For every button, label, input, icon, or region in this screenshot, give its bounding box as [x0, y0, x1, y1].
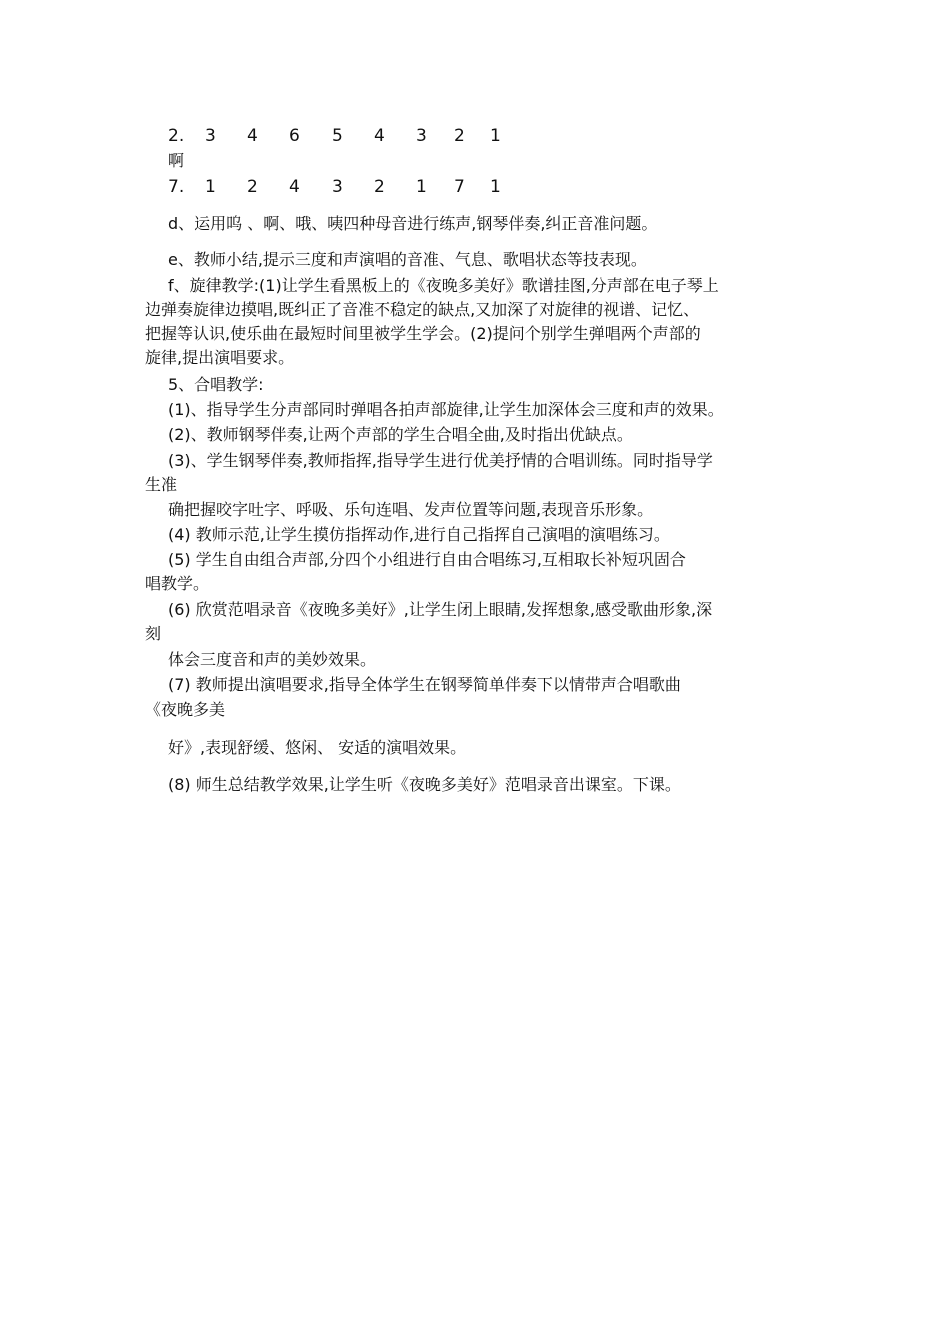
- paragraph-line: 《夜晚多美: [145, 700, 226, 719]
- paragraph-line: 边弹奏旋律边摸唱,既纠正了音准不稳定的缺点,又加深了对旋律的视谱、记忆、: [145, 300, 700, 319]
- notation-row-2: [168, 176, 568, 198]
- notation-cell: 5: [332, 126, 343, 146]
- notation-syllable: 啊: [168, 151, 185, 170]
- notation-cell: 1: [490, 177, 501, 197]
- notation-cell: 2.: [168, 126, 185, 146]
- notation-cell: 2: [247, 177, 258, 197]
- paragraph-line: 生准: [145, 475, 178, 494]
- paragraph-line: 好》,表现舒缓、悠闲、 安适的演唱效果。: [168, 738, 467, 757]
- section-heading: 5、合唱教学:: [168, 375, 264, 394]
- paragraph-line: d、运用呜 、啊、哦、咦四种母音进行练声,钢琴伴奏,纠正音准问题。: [168, 214, 658, 233]
- paragraph-line: 刻: [145, 624, 162, 643]
- paragraph-line: 体会三度音和声的美妙效果。: [168, 650, 377, 669]
- paragraph-line: (2)、教师钢琴伴奏,让两个声部的学生合唱全曲,及时指出优缺点。: [168, 425, 633, 444]
- paragraph-line: 旋律,提出演唱要求。: [145, 348, 295, 367]
- notation-cell: 4: [247, 126, 258, 146]
- notation-cell: 7: [454, 177, 465, 197]
- paragraph-line: (3)、学生钢琴伴奏,教师指挥,指导学生进行优美抒情的合唱训练。同时指导学: [168, 451, 713, 470]
- notation-row-1: [168, 125, 568, 147]
- paragraph-line: (5) 学生自由组合声部,分四个小组进行自由合唱练习,互相取长补短巩固合: [168, 550, 686, 569]
- notation-cell: 3: [416, 126, 427, 146]
- notation-cell: 3: [205, 126, 216, 146]
- notation-cell: 4: [289, 177, 300, 197]
- paragraph-line: (4) 教师示范,让学生摸仿指挥动作,进行自己指挥自己演唱的演唱练习。: [168, 525, 670, 544]
- notation-cell: 4: [374, 126, 385, 146]
- notation-cell: 1: [205, 177, 216, 197]
- paragraph-line: e、教师小结,提示三度和声演唱的音准、气息、歌唱状态等技表现。: [168, 250, 647, 269]
- notation-cell: 3: [332, 177, 343, 197]
- notation-cell: 7.: [168, 177, 185, 197]
- notation-cell: 1: [416, 177, 427, 197]
- paragraph-line: 确把握咬字吐字、呼吸、乐句连唱、发声位置等问题,表现音乐形象。: [168, 500, 654, 519]
- paragraph-line: (6) 欣赏范唱录音《夜晚多美好》,让学生闭上眼睛,发挥想象,感受歌曲形象,深: [168, 600, 713, 619]
- paragraph-line: (1)、指导学生分声部同时弹唱各拍声部旋律,让学生加深体会三度和声的效果。: [168, 400, 724, 419]
- paragraph-line: (8) 师生总结教学效果,让学生听《夜晚多美好》范唱录音出课室。下课。: [168, 775, 681, 794]
- paragraph-line: (7) 教师提出演唱要求,指导全体学生在钢琴简单伴奏下以情带声合唱歌曲: [168, 675, 681, 694]
- notation-cell: 2: [454, 126, 465, 146]
- notation-cell: 6: [289, 126, 300, 146]
- paragraph-line: 唱教学。: [145, 574, 210, 593]
- paragraph-line: 把握等认识,使乐曲在最短时间里被学生学会。(2)提问个别学生弹唱两个声部的: [145, 324, 701, 343]
- notation-cell: 2: [374, 177, 385, 197]
- paragraph-line: f、旋律教学:(1)让学生看黑板上的《夜晚多美好》歌谱挂图,分声部在电子琴上: [168, 276, 719, 295]
- notation-cell: 1: [490, 126, 501, 146]
